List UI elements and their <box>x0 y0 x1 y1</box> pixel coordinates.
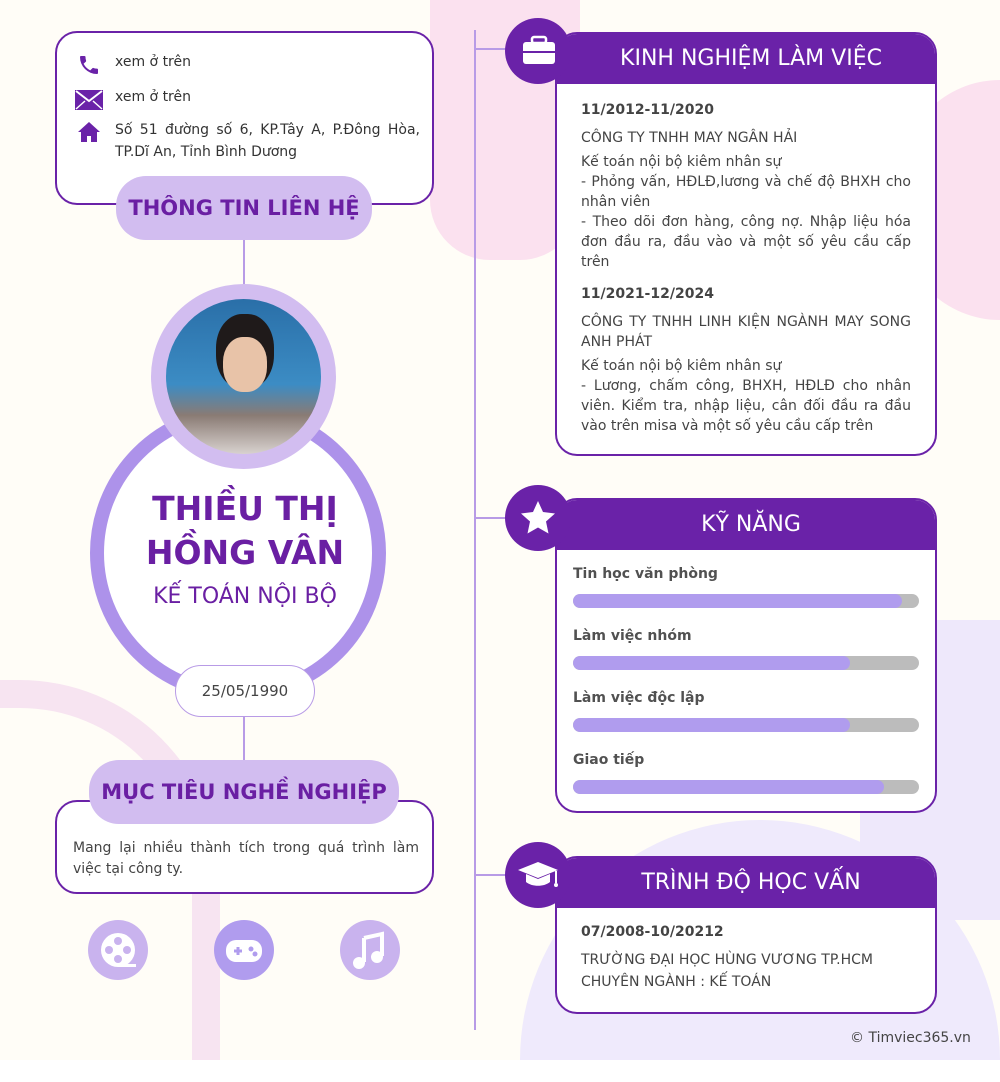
skill-bar-fill <box>573 718 850 732</box>
edu-date: 07/2008-10/20212 <box>581 924 724 940</box>
exp-detail: - Theo dõi đơn hàng, công nợ. Nhập liệu hóa đơn đầu ra, đầu vào và một số yêu cầu cấp trên <box>581 214 911 270</box>
job-position: KẾ TOÁN NỘI BỘ <box>153 584 337 609</box>
skill-name: Tin học văn phòng <box>573 566 718 582</box>
timeline-line <box>474 30 476 1030</box>
phone-icon <box>75 53 103 77</box>
skill-name: Giao tiếp <box>573 752 645 768</box>
exp-company: CÔNG TY TNHH LINH KIỆN NGÀNH MAY SONG ANH PHÁT <box>581 314 911 350</box>
connector-line <box>243 717 245 761</box>
film-reel-icon <box>88 920 148 980</box>
skill-name: Làm việc nhóm <box>573 628 692 644</box>
briefcase-icon <box>505 18 571 84</box>
skill-bar <box>573 594 919 608</box>
exp-role: Kế toán nội bộ kiêm nhân sự <box>581 154 782 170</box>
star-icon <box>505 485 571 551</box>
footer-credit: © Timviec365.vn <box>850 1030 971 1046</box>
gamepad-icon <box>214 920 274 980</box>
avatar-photo <box>166 299 321 454</box>
skills-section <box>555 498 937 813</box>
objective-title: MỤC TIÊU NGHỀ NGHIỆP <box>89 760 399 824</box>
exp-detail: - Lương, chấm công, BHXH, HĐLĐ cho nhân viên. Kiểm tra, nhập liệu, cân đối đầu ra đầu vào trên misa và một số yêu cầu cấp trên <box>581 378 911 434</box>
edu-school: TRƯỜNG ĐẠI HỌC HÙNG VƯƠNG TP.HCM <box>581 952 873 968</box>
address-text: Số 51 đường số 6, KP.Tây A, P.Đông Hòa, TP.Dĩ An, Tỉnh Bình Dương <box>115 122 420 160</box>
email-text: xem ở trên <box>115 89 191 105</box>
email-icon <box>75 88 103 112</box>
skill-bar-fill <box>573 656 850 670</box>
skill-name: Làm việc độc lập <box>573 690 705 706</box>
experience-section <box>555 32 937 456</box>
objective-text: Mang lại nhiều thành tích trong quá trình làm việc tại công ty. <box>73 840 419 877</box>
skill-bar-fill <box>573 780 884 794</box>
skill-bar <box>573 718 919 732</box>
skills-title: KỸ NĂNG <box>557 500 935 550</box>
exp-role: Kế toán nội bộ kiêm nhân sự <box>581 358 782 374</box>
contact-title: THÔNG TIN LIÊN HỆ <box>116 176 372 240</box>
home-icon <box>75 120 103 144</box>
education-section <box>555 856 937 1014</box>
music-note-icon <box>340 920 400 980</box>
exp-date: 11/2012-11/2020 <box>581 102 714 118</box>
birthdate: 25/05/1990 <box>175 665 315 717</box>
experience-title: KINH NGHIỆM LÀM VIỆC <box>557 34 935 84</box>
phone-text: xem ở trên <box>115 54 191 70</box>
full-name: THIỀU THỊ HỒNG VÂN <box>145 489 345 572</box>
skill-bar <box>573 656 919 670</box>
edu-major: CHUYÊN NGÀNH : KẾ TOÁN <box>581 974 772 990</box>
exp-date: 11/2021-12/2024 <box>581 286 714 302</box>
skill-bar <box>573 780 919 794</box>
graduation-cap-icon <box>505 842 571 908</box>
exp-detail: - Phỏng vấn, HĐLĐ,lương và chế độ BHXH cho nhân viên <box>581 174 911 210</box>
exp-company: CÔNG TY TNHH MAY NGÂN HẢI <box>581 130 798 146</box>
education-title: TRÌNH ĐỘ HỌC VẤN <box>557 858 935 908</box>
skill-bar-fill <box>573 594 902 608</box>
